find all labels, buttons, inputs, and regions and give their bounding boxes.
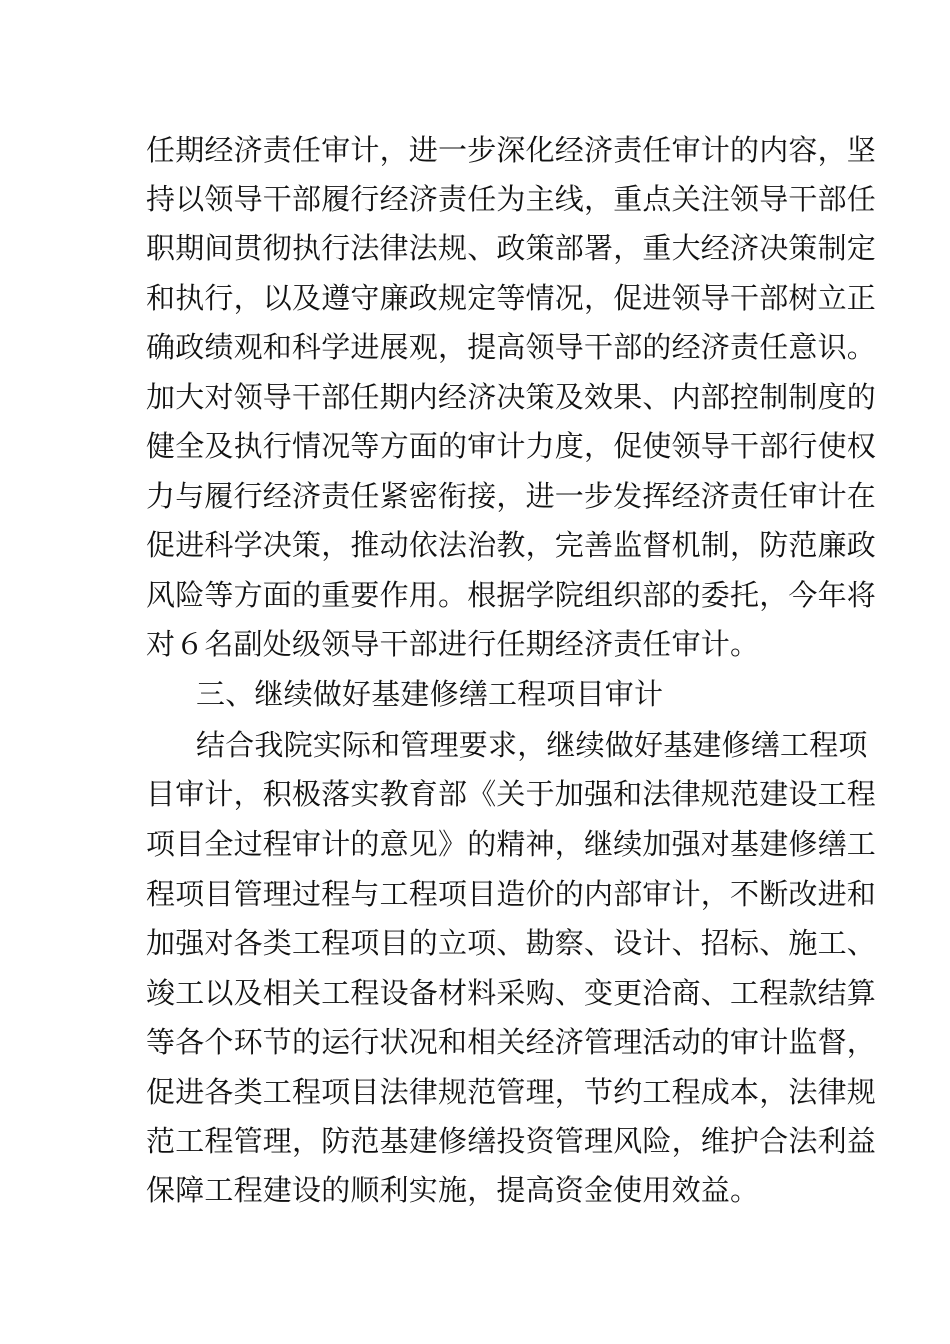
text-line: 目审计，积极落实教育部《关于加强和法律规范建设工程	[146, 777, 877, 811]
text-line: 程项目管理过程与工程项目造价的内部审计，不断改进和	[146, 877, 877, 911]
text-line: 竣工以及相关工程设备材料采购、变更洽商、工程款结算	[146, 976, 877, 1010]
text-line: 等各个环节的运行状况和相关经济管理活动的审计监督，	[146, 1025, 877, 1059]
text-line: 范工程管理，防范基建修缮投资管理风险，维护合法利益	[146, 1124, 877, 1158]
text-line: 加强对各类工程项目的立项、勘察、设计、招标、施工、	[146, 926, 877, 960]
text-line: 任期经济责任审计，进一步深化经济责任审计的内容，坚	[146, 133, 877, 167]
text-line: 职期间贯彻执行法律法规、政策部署，重大经济决策制定	[146, 231, 877, 265]
text-line: 确政绩观和科学进展观，提高领导干部的经济责任意识。	[146, 330, 877, 364]
text-line: 力与履行经济责任紧密衔接，进一步发挥经济责任审计在	[146, 479, 877, 513]
text-line: 健全及执行情况等方面的审计力度，促使领导干部行使权	[146, 429, 877, 463]
text-line: 风险等方面的重要作用。根据学院组织部的委托，今年将	[146, 578, 877, 612]
text-line: 结合我院实际和管理要求，继续做好基建修缮工程项	[196, 728, 868, 762]
text-line: 保障工程建设的顺利实施，提高资金使用效益。	[146, 1173, 760, 1207]
text-line: 促进各类工程项目法律规范管理，节约工程成本，法律规	[146, 1075, 877, 1109]
text-line: 促进科学决策，推动依法治教，完善监督机制，防范廉政	[146, 528, 877, 562]
text-line: 加大对领导干部任期内经济决策及效果、内部控制制度的	[146, 380, 877, 414]
text-line: 持以领导干部履行经济责任为主线，重点关注领导干部任	[146, 182, 877, 216]
section-heading: 三、继续做好基建修缮工程项目审计	[196, 677, 664, 711]
text-line: 和执行，以及遵守廉政规定等情况，促进领导干部树立正	[146, 281, 877, 315]
text-line: 对６名副处级领导干部进行任期经济责任审计。	[146, 627, 760, 661]
text-line: 项目全过程审计的意见》的精神，继续加强对基建修缮工	[146, 827, 877, 861]
